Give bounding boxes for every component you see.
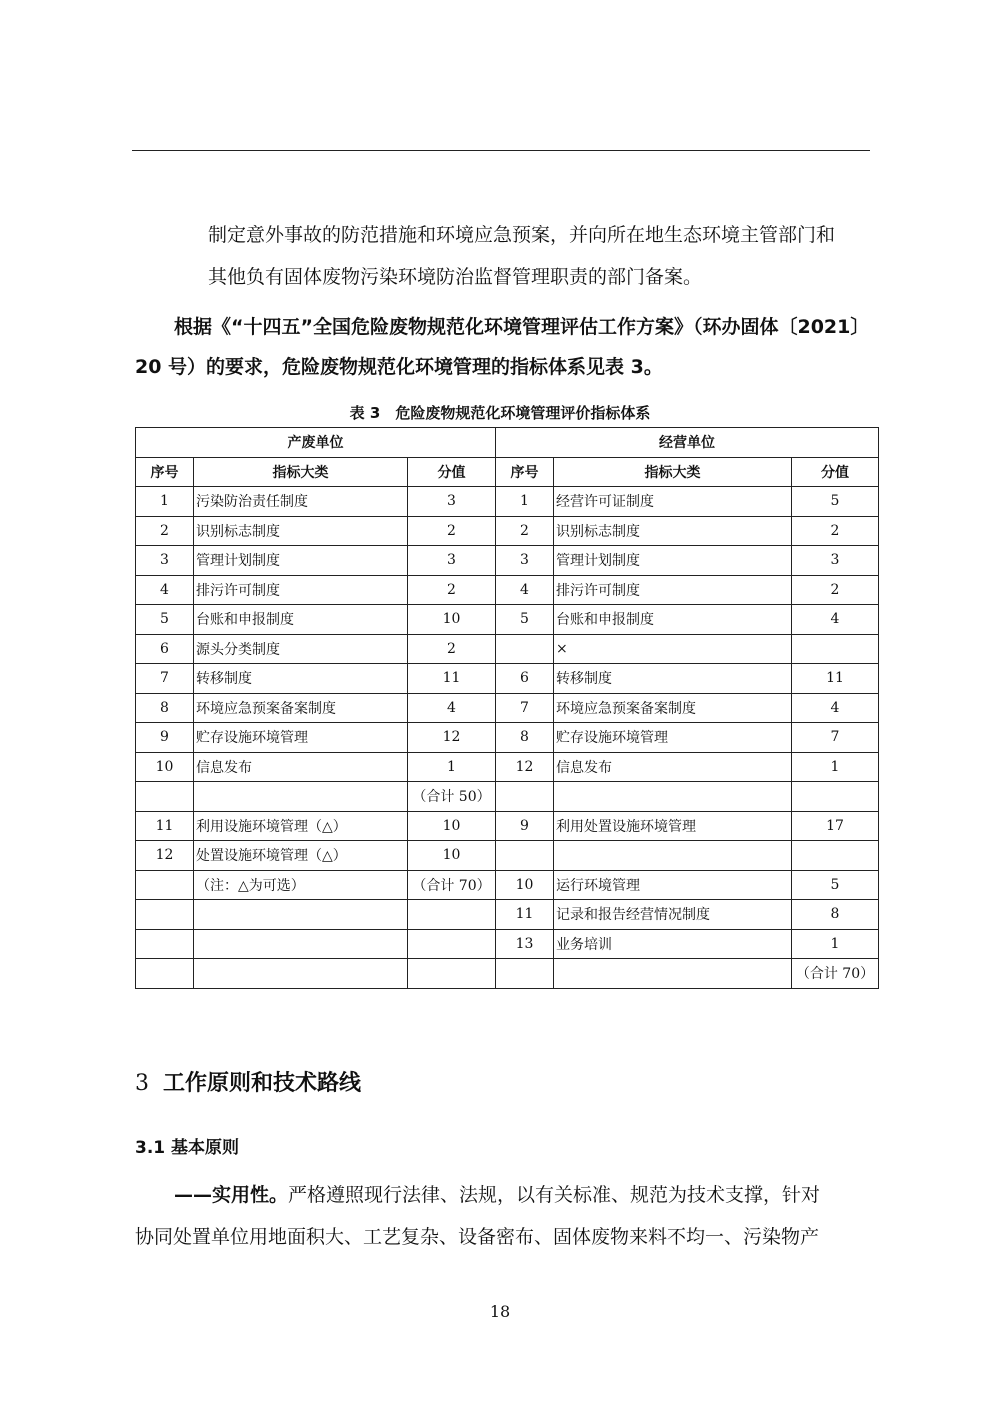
cell-score-left: （合计 70） [408, 870, 496, 900]
cell-category-right: 业务培训 [554, 929, 792, 959]
cell-score-left [408, 929, 496, 959]
cell-category-left: 环境应急预案备案制度 [194, 693, 408, 723]
cell-score-left [408, 959, 496, 989]
cell-score-right: 2 [792, 575, 879, 605]
cell-score-right: 1 [792, 929, 879, 959]
cell-score-right: 1 [792, 752, 879, 782]
cell-category-left: 利用设施环境管理（△） [194, 811, 408, 841]
cell-seq-right: 9 [496, 811, 554, 841]
cell-category-left [194, 959, 408, 989]
group-header-operator: 经营单位 [496, 428, 879, 458]
cell-category-right: 排污许可制度 [554, 575, 792, 605]
cell-category-right: 利用处置设施环境管理 [554, 811, 792, 841]
cell-category-left [194, 929, 408, 959]
table-column-header-row [136, 457, 879, 487]
cell-category-right [554, 841, 792, 871]
cell-seq-left [136, 782, 194, 812]
cell-category-left: 源头分类制度 [194, 634, 408, 664]
table-row [136, 811, 879, 841]
cell-score-right [792, 782, 879, 812]
cell-score-right: 2 [792, 516, 879, 546]
cell-seq-left: 11 [136, 811, 194, 841]
table-row [136, 782, 879, 812]
indicator-table [135, 427, 879, 989]
cell-seq-left: 6 [136, 634, 194, 664]
table-caption: 表 3 危险废物规范化环境管理评价指标体系 [349, 404, 651, 422]
cell-score-left: （合计 50） [408, 782, 496, 812]
cell-seq-right [496, 782, 554, 812]
cell-score-right: 11 [792, 664, 879, 694]
cell-score-right [792, 841, 879, 871]
cell-score-right [792, 634, 879, 664]
table-row [136, 752, 879, 782]
cell-seq-right: 5 [496, 605, 554, 635]
cell-category-right: × [554, 634, 792, 664]
principle-line-1 [174, 1186, 820, 1205]
cell-seq-left [136, 959, 194, 989]
cell-seq-left: 3 [136, 546, 194, 576]
table-row [136, 546, 879, 576]
cell-category-left: 贮存设施环境管理 [194, 723, 408, 753]
cell-category-left: （注：△为可选） [194, 870, 408, 900]
table-row [136, 959, 879, 989]
cell-category-left [194, 900, 408, 930]
cell-seq-left: 10 [136, 752, 194, 782]
cell-seq-left [136, 929, 194, 959]
table-row [136, 900, 879, 930]
cell-score-right: 8 [792, 900, 879, 930]
cell-category-right [554, 782, 792, 812]
cell-category-left [194, 782, 408, 812]
cell-score-left: 3 [408, 546, 496, 576]
cell-seq-right: 11 [496, 900, 554, 930]
cell-seq-left [136, 870, 194, 900]
cell-score-left: 11 [408, 664, 496, 694]
col-header-seq-left: 序号 [136, 457, 194, 487]
col-header-category-right: 指标大类 [554, 457, 792, 487]
cell-category-left: 转移制度 [194, 664, 408, 694]
cell-category-left: 信息发布 [194, 752, 408, 782]
cell-score-left: 10 [408, 811, 496, 841]
cell-seq-right: 3 [496, 546, 554, 576]
cell-seq-right: 6 [496, 664, 554, 694]
header-rule [132, 150, 870, 151]
principle-line-1-rest: 严格遵照现行法律、法规，以有关标准、规范为技术支撑，针对 [288, 1184, 821, 1206]
col-header-seq-right: 序号 [496, 457, 554, 487]
section-title: 工作原则和技术路线 [163, 1071, 362, 1096]
cell-score-left: 4 [408, 693, 496, 723]
col-header-score-right: 分值 [792, 457, 879, 487]
cell-seq-right: 2 [496, 516, 554, 546]
cell-seq-right: 1 [496, 487, 554, 517]
cell-category-right: 环境应急预案备案制度 [554, 693, 792, 723]
page-number: 18 [489, 1302, 511, 1321]
cell-score-right: （合计 70） [792, 959, 879, 989]
cell-category-right: 运行环境管理 [554, 870, 792, 900]
cell-seq-right: 7 [496, 693, 554, 723]
cell-seq-right: 8 [496, 723, 554, 753]
cell-category-right: 贮存设施环境管理 [554, 723, 792, 753]
col-header-category-left: 指标大类 [194, 457, 408, 487]
cell-seq-right: 10 [496, 870, 554, 900]
cell-score-left: 3 [408, 487, 496, 517]
cell-score-right: 5 [792, 487, 879, 517]
intro-line-1: 制定意外事故的防范措施和环境应急预案，并向所在地生态环境主管部门和 [208, 224, 836, 246]
cell-score-right: 4 [792, 605, 879, 635]
intro-line-2: 其他负有固体废物污染环境防治监督管理职责的部门备案。 [208, 266, 703, 288]
intro-line-4: 20 号）的要求，危险废物规范化环境管理的指标体系见表 3。 [135, 356, 663, 378]
cell-score-right: 17 [792, 811, 879, 841]
table-row [136, 870, 879, 900]
cell-seq-left: 2 [136, 516, 194, 546]
cell-score-left [408, 900, 496, 930]
table-row [136, 723, 879, 753]
cell-category-left: 台账和申报制度 [194, 605, 408, 635]
cell-score-left: 10 [408, 605, 496, 635]
section-heading [135, 1066, 361, 1097]
col-header-score-left: 分值 [408, 457, 496, 487]
cell-seq-left: 4 [136, 575, 194, 605]
table-row [136, 929, 879, 959]
table-row [136, 487, 879, 517]
cell-category-right [554, 959, 792, 989]
table-group-header-row [136, 428, 879, 458]
cell-score-right: 3 [792, 546, 879, 576]
table-row [136, 693, 879, 723]
cell-category-right: 信息发布 [554, 752, 792, 782]
cell-score-right: 7 [792, 723, 879, 753]
cell-category-left: 处置设施环境管理（△） [194, 841, 408, 871]
cell-score-left: 12 [408, 723, 496, 753]
cell-seq-right [496, 959, 554, 989]
cell-category-right: 经营许可证制度 [554, 487, 792, 517]
cell-score-left: 1 [408, 752, 496, 782]
principle-line-2: 协同处置单位用地面积大、工艺复杂、设备密布、固体废物来料不均一、污染物产 [135, 1226, 820, 1248]
cell-category-right: 管理计划制度 [554, 546, 792, 576]
table-row [136, 605, 879, 635]
cell-seq-left: 5 [136, 605, 194, 635]
table-row [136, 664, 879, 694]
cell-seq-left: 1 [136, 487, 194, 517]
table-row [136, 841, 879, 871]
cell-category-right: 转移制度 [554, 664, 792, 694]
cell-seq-left: 12 [136, 841, 194, 871]
cell-score-left: 2 [408, 634, 496, 664]
cell-seq-right: 13 [496, 929, 554, 959]
cell-score-right: 4 [792, 693, 879, 723]
cell-category-left: 管理计划制度 [194, 546, 408, 576]
cell-category-left: 污染防治责任制度 [194, 487, 408, 517]
cell-score-left: 10 [408, 841, 496, 871]
cell-category-left: 识别标志制度 [194, 516, 408, 546]
cell-seq-right: 4 [496, 575, 554, 605]
cell-score-left: 2 [408, 575, 496, 605]
cell-seq-right [496, 634, 554, 664]
cell-seq-left: 7 [136, 664, 194, 694]
principle-lead: ——实用性。 [174, 1184, 289, 1206]
cell-seq-left: 9 [136, 723, 194, 753]
intro-line-3: 根据《“十四五”全国危险废物规范化环境管理评估工作方案》（环办固体〔2021〕 [174, 316, 870, 338]
table-row [136, 634, 879, 664]
group-header-waste-producer: 产废单位 [136, 428, 496, 458]
cell-category-left: 排污许可制度 [194, 575, 408, 605]
table-row [136, 516, 879, 546]
table-row [136, 575, 879, 605]
cell-seq-left [136, 900, 194, 930]
cell-seq-right [496, 841, 554, 871]
section-number: 3 [135, 1071, 149, 1096]
cell-seq-left: 8 [136, 693, 194, 723]
cell-score-left: 2 [408, 516, 496, 546]
subsection-heading: 3.1 基本原则 [135, 1138, 240, 1158]
cell-seq-right: 12 [496, 752, 554, 782]
cell-category-right: 识别标志制度 [554, 516, 792, 546]
cell-category-right: 台账和申报制度 [554, 605, 792, 635]
cell-score-right: 5 [792, 870, 879, 900]
cell-category-right: 记录和报告经营情况制度 [554, 900, 792, 930]
